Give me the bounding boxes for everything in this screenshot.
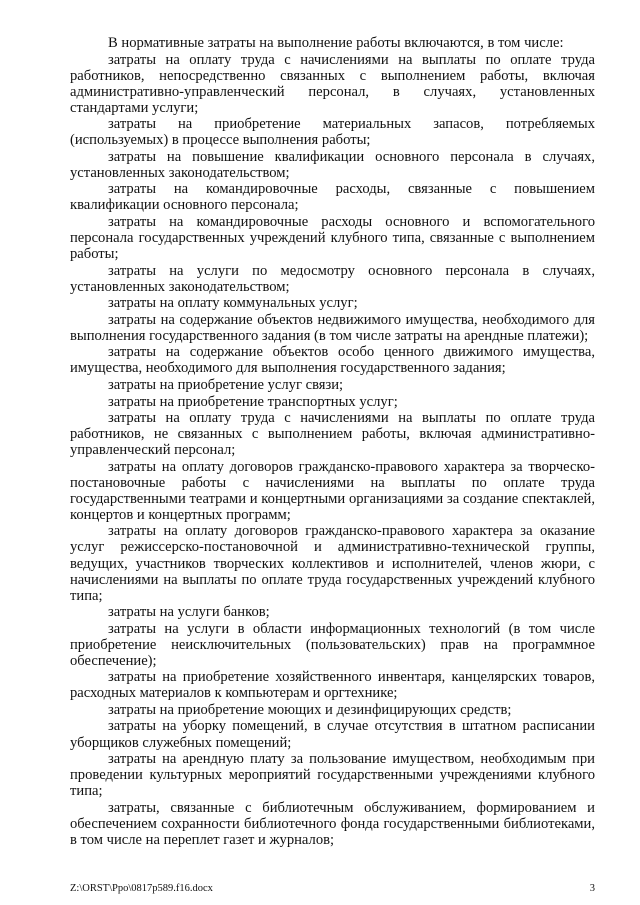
paragraph-item: затраты на оплату договоров гражданско-правового характера за творческо-постановочные работы с начислениями на выплаты по оплате труда государственными театрами и концертными организациями за создание спектаклей, концертов и концертных программ; xyxy=(70,458,595,523)
paragraph-item: затраты на услуги банков; xyxy=(108,604,270,621)
paragraph-item: затраты на оплату труда с начислениями на выплаты по оплате труда работников, не связанных с выполнением работы, включая административно-управленческий персонал; xyxy=(70,410,595,459)
paragraph-item: затраты, связанные с библиотечным обслуживанием, формированием и обеспечением сохранности библиотечного фонда государственными библиотеками, в том числе на переплет газет и журналов; xyxy=(70,799,595,848)
paragraph-item: затраты на приобретение материальных запасов, потребляемых (используемых) в процессе выполнения работы; xyxy=(70,116,595,149)
paragraph-item: затраты на приобретение хозяйственного инвентаря, канцелярских товаров, расходных материалов к компьютерам и оргтехнике; xyxy=(70,669,595,702)
paragraph-item: затраты на приобретение моющих и дезинфицирующих средств; xyxy=(108,701,512,718)
paragraph-item: затраты на оплату коммунальных услуг; xyxy=(108,295,358,312)
paragraph-item: затраты на услуги по медосмотру основного персонала в случаях, установленных законодательством; xyxy=(70,262,595,295)
paragraph-item: затраты на командировочные расходы основного и вспомогательного персонала государственных учреждений клубного типа, связанные с выполнением работы; xyxy=(70,214,595,263)
document-body xyxy=(70,35,595,848)
paragraph-item: затраты на приобретение транспортных услуг; xyxy=(108,393,398,410)
paragraph-item: затраты на повышение квалификации основного персонала в случаях, установленных законодательством; xyxy=(70,148,595,181)
paragraph-intro: В нормативные затраты на выполнение работы включаются, в том числе: xyxy=(108,35,564,51)
paragraph-item: затраты на содержание объектов особо ценного движимого имущества, имущества, необходимого для выполнения государственного задания; xyxy=(70,344,595,377)
footer-page-number: 3 xyxy=(589,883,595,894)
paragraph-item: затраты на арендную плату за пользование имуществом, необходимым при проведении культурных мероприятий государственными учреждениями клубного типа; xyxy=(70,751,595,800)
paragraph-item: затраты на оплату труда с начислениями на выплаты по оплате труда работников, непосредственно связанных с выполнением работы, включая административно-управленческий персонал, в случаях, установленных стандартами услуги; xyxy=(70,51,595,116)
paragraph-item: затраты на приобретение услуг связи; xyxy=(108,376,344,393)
paragraph-item: затраты на содержание объектов недвижимого имущества, необходимого для выполнения государственного задания (в том числе затраты на арендные платежи); xyxy=(70,311,595,344)
paragraph-item: затраты на услуги в области информационных технологий (в том числе приобретение неисключительных (пользовательских) прав на программное обеспечение); xyxy=(70,620,595,669)
footer-file-path: Z:\ORST\Ppo\0817p589.f16.docx xyxy=(70,883,213,894)
paragraph-item: затраты на уборку помещений, в случае отсутствия в штатном расписании уборщиков служебных помещений; xyxy=(70,718,595,751)
paragraph-item: затраты на командировочные расходы, связанные с повышением квалификации основного персонала; xyxy=(70,181,595,214)
paragraph-item: затраты на оплату договоров гражданско-правового характера за оказание услуг режиссерско-постановочной и административно-технической группы, ведущих, участников творческих коллективов и исполнителей, членов жюри, с начислениями на выплаты по оплате труда государственных учреждений клубного типа; xyxy=(70,523,595,604)
